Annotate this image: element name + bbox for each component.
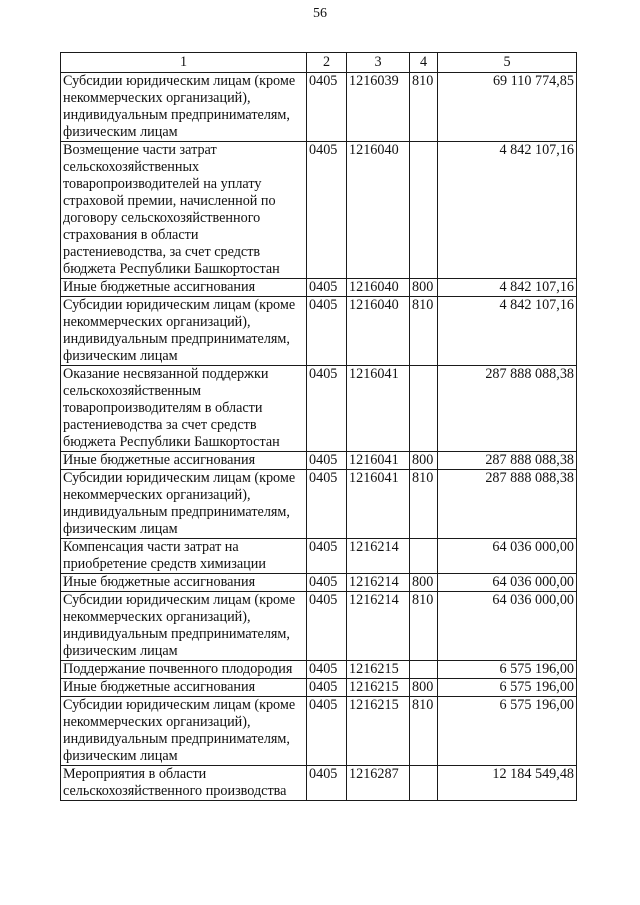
row-name: Поддержание почвенного плодородия xyxy=(61,661,307,679)
row-section: 0405 xyxy=(307,592,347,661)
table-header-row xyxy=(61,53,577,73)
row-target: 1216041 xyxy=(347,452,410,470)
row-name: Субсидии юридическим лицам (кроме некоммерческих организаций), индивидуальным предпринимателям, физическим лицам xyxy=(61,697,307,766)
row-name: Субсидии юридическим лицам (кроме некоммерческих организаций), индивидуальным предпринимателям, физическим лицам xyxy=(61,73,307,142)
row-amount: 64 036 000,00 xyxy=(438,539,577,574)
row-section: 0405 xyxy=(307,766,347,801)
row-type: 810 xyxy=(410,470,438,539)
table-row xyxy=(61,679,577,697)
row-section: 0405 xyxy=(307,142,347,279)
row-type: 800 xyxy=(410,279,438,297)
row-name: Иные бюджетные ассигнования xyxy=(61,279,307,297)
row-section: 0405 xyxy=(307,697,347,766)
page-number: 56 xyxy=(313,6,327,21)
table-row xyxy=(61,697,577,766)
row-section: 0405 xyxy=(307,297,347,366)
column-header-section: 2 xyxy=(307,53,347,73)
row-target: 1216215 xyxy=(347,661,410,679)
row-type: 810 xyxy=(410,73,438,142)
row-amount: 69 110 774,85 xyxy=(438,73,577,142)
row-target: 1216039 xyxy=(347,73,410,142)
table-row xyxy=(61,366,577,452)
row-amount: 287 888 088,38 xyxy=(438,366,577,452)
table-row xyxy=(61,766,577,801)
row-name: Мероприятия в области сельскохозяйственного производства xyxy=(61,766,307,801)
row-target: 1216040 xyxy=(347,142,410,279)
table-row xyxy=(61,574,577,592)
row-section: 0405 xyxy=(307,452,347,470)
column-header-type: 4 xyxy=(410,53,438,73)
row-name: Оказание несвязанной поддержки сельскохозяйственным товаропроизводителям в области растениеводства за счет средств бюджета Республики Башкортостан xyxy=(61,366,307,452)
row-name: Иные бюджетные ассигнования xyxy=(61,574,307,592)
column-header-name: 1 xyxy=(61,53,307,73)
row-amount: 4 842 107,16 xyxy=(438,142,577,279)
table-row xyxy=(61,539,577,574)
row-target: 1216040 xyxy=(347,279,410,297)
row-type xyxy=(410,142,438,279)
row-type xyxy=(410,539,438,574)
row-amount: 4 842 107,16 xyxy=(438,279,577,297)
row-type: 810 xyxy=(410,592,438,661)
row-target: 1216287 xyxy=(347,766,410,801)
row-type: 800 xyxy=(410,574,438,592)
row-target: 1216041 xyxy=(347,366,410,452)
row-type: 800 xyxy=(410,452,438,470)
row-section: 0405 xyxy=(307,366,347,452)
row-target: 1216215 xyxy=(347,679,410,697)
row-name: Субсидии юридическим лицам (кроме некоммерческих организаций), индивидуальным предпринимателям, физическим лицам xyxy=(61,297,307,366)
row-section: 0405 xyxy=(307,574,347,592)
table-row xyxy=(61,592,577,661)
row-section: 0405 xyxy=(307,661,347,679)
budget-table xyxy=(60,52,577,801)
row-name: Субсидии юридическим лицам (кроме некоммерческих организаций), индивидуальным предпринимателям, физическим лицам xyxy=(61,470,307,539)
row-type: 800 xyxy=(410,679,438,697)
row-section: 0405 xyxy=(307,73,347,142)
row-name: Иные бюджетные ассигнования xyxy=(61,679,307,697)
row-target: 1216041 xyxy=(347,470,410,539)
table-row xyxy=(61,142,577,279)
row-type xyxy=(410,366,438,452)
row-target: 1216215 xyxy=(347,697,410,766)
row-name: Возмещение части затрат сельскохозяйственных товаропроизводителей на уплату страховой премии, начисленной по договору сельскохозяйственного страхования в области растениеводства, за счет средств бюджета Республики Башкортостан xyxy=(61,142,307,279)
row-amount: 6 575 196,00 xyxy=(438,661,577,679)
table-row xyxy=(61,470,577,539)
row-section: 0405 xyxy=(307,679,347,697)
row-amount: 6 575 196,00 xyxy=(438,679,577,697)
row-name: Компенсация части затрат на приобретение средств химизации xyxy=(61,539,307,574)
row-target: 1216214 xyxy=(347,592,410,661)
row-amount: 64 036 000,00 xyxy=(438,574,577,592)
table-row xyxy=(61,452,577,470)
table-row xyxy=(61,279,577,297)
row-target: 1216214 xyxy=(347,539,410,574)
row-section: 0405 xyxy=(307,279,347,297)
row-amount: 64 036 000,00 xyxy=(438,592,577,661)
row-name: Субсидии юридическим лицам (кроме некоммерческих организаций), индивидуальным предпринимателям, физическим лицам xyxy=(61,592,307,661)
table-row xyxy=(61,297,577,366)
row-name: Иные бюджетные ассигнования xyxy=(61,452,307,470)
row-amount: 6 575 196,00 xyxy=(438,697,577,766)
column-header-amount: 5 xyxy=(438,53,577,73)
row-amount: 12 184 549,48 xyxy=(438,766,577,801)
table-row xyxy=(61,73,577,142)
row-target: 1216214 xyxy=(347,574,410,592)
row-amount: 287 888 088,38 xyxy=(438,470,577,539)
row-amount: 287 888 088,38 xyxy=(438,452,577,470)
row-target: 1216040 xyxy=(347,297,410,366)
row-type: 810 xyxy=(410,297,438,366)
row-type xyxy=(410,661,438,679)
row-type: 810 xyxy=(410,697,438,766)
row-amount: 4 842 107,16 xyxy=(438,297,577,366)
table-body xyxy=(61,73,577,801)
row-section: 0405 xyxy=(307,539,347,574)
row-section: 0405 xyxy=(307,470,347,539)
table-row xyxy=(61,661,577,679)
row-type xyxy=(410,766,438,801)
column-header-target: 3 xyxy=(347,53,410,73)
